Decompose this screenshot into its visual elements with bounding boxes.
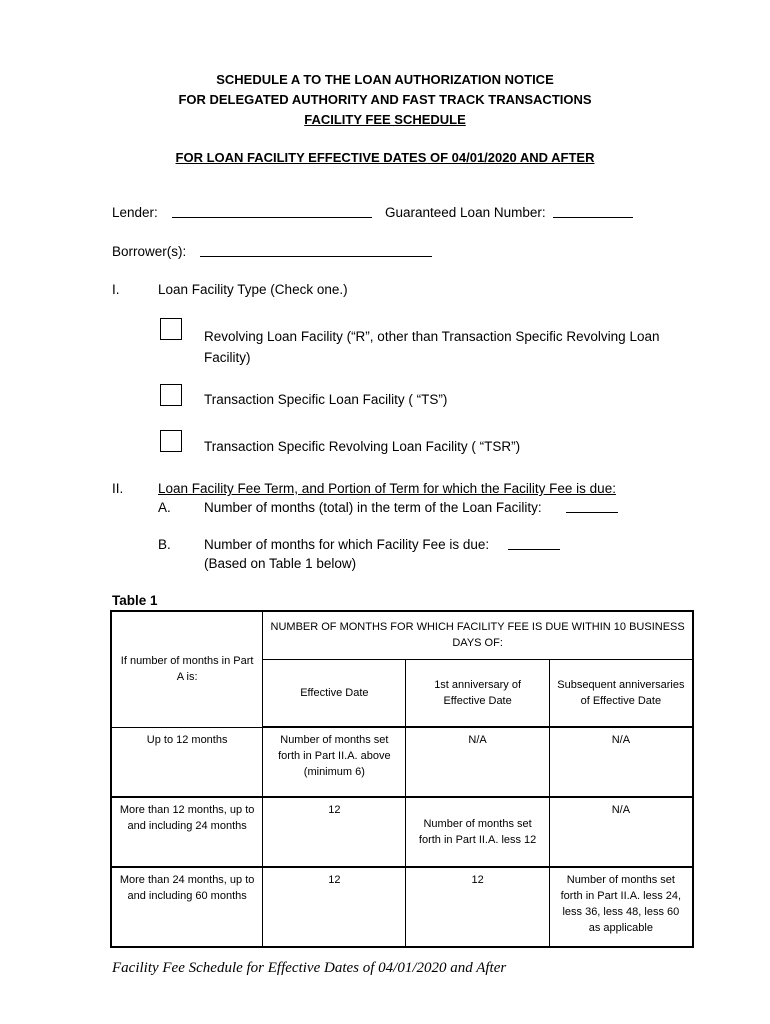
guaranteed-loan-number-label: Guaranteed Loan Number:	[385, 205, 546, 220]
cell-value: Number of months set forth in Part II.A. above (minimum 6)	[263, 727, 406, 797]
table-row	[111, 727, 693, 797]
revolving-checkbox[interactable]	[160, 318, 182, 340]
col-first-anniversary: 1st anniversary of Effective Date	[406, 659, 549, 727]
row-label: Up to 12 months	[111, 727, 263, 797]
borrower-field[interactable]	[200, 244, 432, 257]
cell-value: N/A	[549, 727, 693, 797]
title-line-2: FOR DELEGATED AUTHORITY AND FAST TRACK TRANSACTIONS	[178, 92, 592, 107]
table-row	[111, 797, 693, 867]
group-header: NUMBER OF MONTHS FOR WHICH FACILITY FEE IS DUE WITHIN 10 BUSINESS DAYS OF:	[263, 611, 693, 659]
cell-value: N/A	[406, 727, 549, 797]
title-line-3: FACILITY FEE SCHEDULE	[304, 112, 466, 127]
borrower-label: Borrower(s):	[112, 244, 187, 259]
part-a-label: A.	[158, 500, 171, 515]
option-tsr: Transaction Specific Revolving Loan Facility ( “TSR”)	[204, 439, 521, 454]
effective-dates-heading: FOR LOAN FACILITY EFFECTIVE DATES OF 04/01/2020 AND AFTER	[175, 150, 595, 165]
part-a-field[interactable]	[566, 500, 618, 513]
lender-label: Lender:	[112, 205, 158, 220]
page-footer: Facility Fee Schedule for Effective Dates of 04/01/2020 and After	[112, 960, 507, 976]
section-1-number: I.	[112, 282, 120, 297]
table-row	[111, 867, 693, 947]
section-1-title: Loan Facility Type (Check one.)	[158, 282, 348, 297]
cell-value: 12	[406, 867, 549, 947]
row-label: More than 12 months, up to and including 24 months	[111, 797, 263, 867]
cell-value: Number of months set forth in Part II.A. less 12	[406, 797, 549, 867]
option-ts: Transaction Specific Loan Facility ( “TS”)	[204, 392, 448, 407]
part-b-label: B.	[158, 537, 171, 552]
lender-field[interactable]	[172, 205, 372, 218]
cell-value: Number of months set forth in Part II.A. less 24, less 36, less 48, less 60 as applicable	[549, 867, 693, 947]
section-2-title: Loan Facility Fee Term, and Portion of Term for which the Facility Fee is due:	[158, 481, 616, 496]
cell-value: 12	[263, 867, 406, 947]
row-label: More than 24 months, up to and including 60 months	[111, 867, 263, 947]
section-2-number: II.	[112, 481, 124, 496]
part-b-text: Number of months for which Facility Fee is due:	[204, 537, 490, 552]
part-b-field[interactable]	[508, 537, 560, 550]
col-subsequent-anniversaries: Subsequent anniversaries of Effective Date	[549, 659, 693, 727]
part-b-note: (Based on Table 1 below)	[204, 556, 357, 571]
option-revolving: Revolving Loan Facility (“R”, other than Transaction Specific Revolving Loan Facility)	[204, 329, 660, 365]
guaranteed-loan-number-field[interactable]	[553, 205, 633, 218]
cell-value: N/A	[549, 797, 693, 867]
cell-value: 12	[263, 797, 406, 867]
table-caption: Table 1	[112, 593, 158, 608]
title-line-1: SCHEDULE A TO THE LOAN AUTHORIZATION NOTICE	[216, 72, 554, 87]
facility-fee-table	[110, 610, 694, 948]
tsr-checkbox[interactable]	[160, 430, 182, 452]
part-a-text: Number of months (total) in the term of the Loan Facility:	[204, 500, 542, 515]
ts-checkbox[interactable]	[160, 384, 182, 406]
row-header: If number of months in Part A is:	[111, 611, 263, 727]
col-effective-date: Effective Date	[263, 659, 406, 727]
